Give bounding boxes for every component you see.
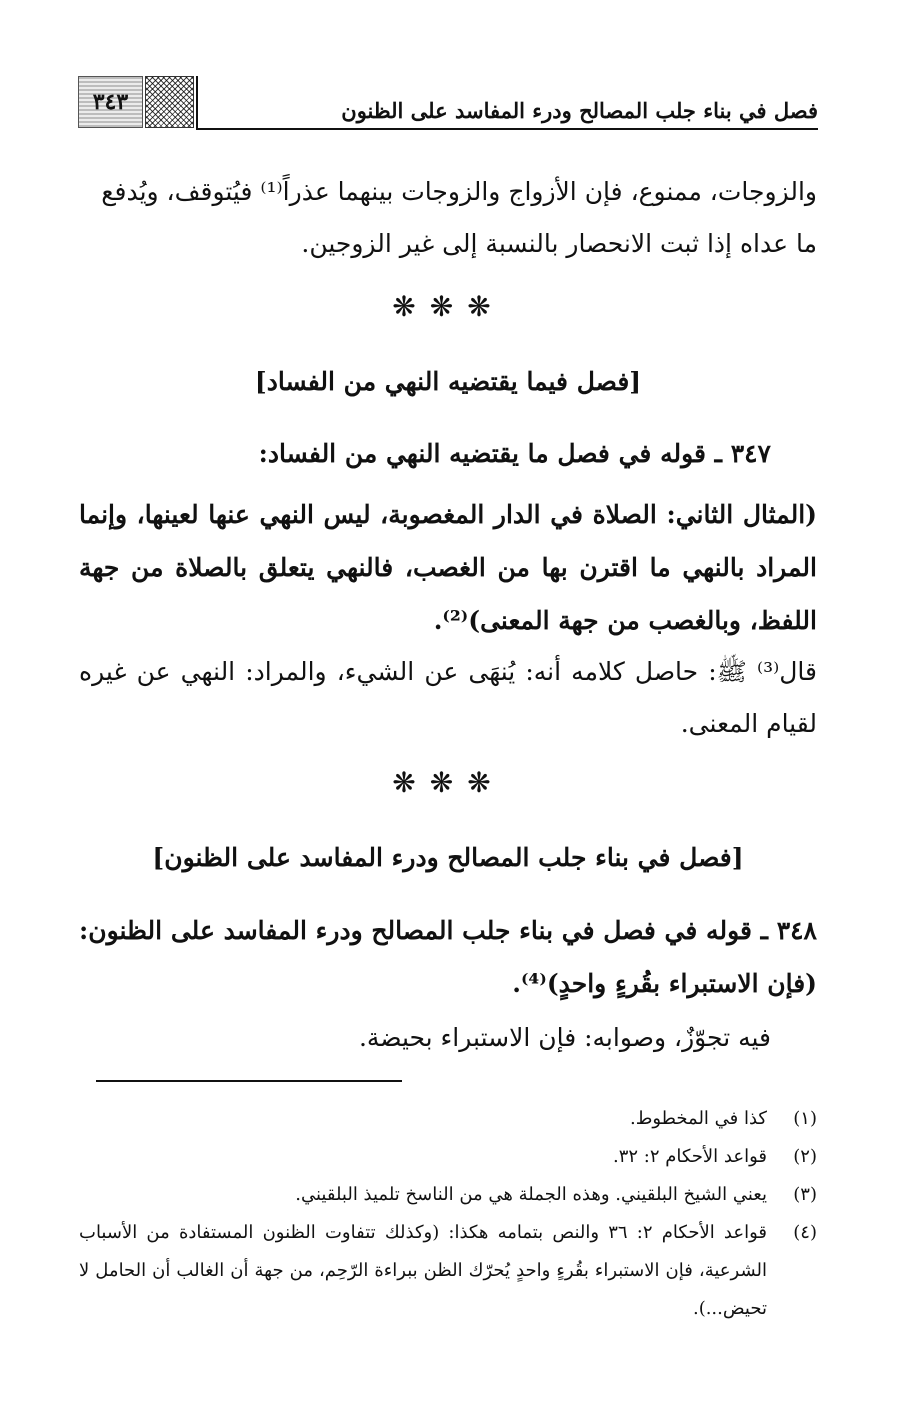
paragraph-line: والزوجات، ممنوع، فإن الأزواج والزوجات بينهما عذراً⁽¹⁾ فيُتوقف، ويُدفع xyxy=(101,177,817,206)
quoted-text: (المثال الثاني: الصلاة في الدار المغصوبة، ليس النهي عنها لعينها، وإنما المراد بالنهي ما اقترن بها من الغصب، فالنهي يتعلق بالصلاة من جهة اللفظ، وبالغصب من جهة المعنى)⁽²⁾. xyxy=(79,500,817,635)
footnotes xyxy=(79,1100,817,1328)
section-heading: [فصل فيما يقتضيه النهي من الفساد] xyxy=(254,367,642,396)
header-rule xyxy=(196,128,818,130)
paragraph-line: ما عداه إذا ثبت الانحصار بالنسبة إلى غير الزوجين. xyxy=(301,229,817,258)
footnote-number: (٣) xyxy=(793,1184,817,1205)
footnote-number: (٢) xyxy=(793,1146,817,1167)
commentary-item: ٣٤٧ ـ قوله في فصل ما يقتضيه النهي من الفساد: xyxy=(258,439,771,468)
footnote-rule xyxy=(96,1080,402,1082)
commentary-paragraph: قال⁽³⁾ ﷺ: حاصل كلامه أنه: يُنهَى عن الشيء، والمراد: النهي عن غيره لقيام المعنى. xyxy=(79,657,817,738)
footnote-item xyxy=(79,1138,817,1176)
header-title: فصل في بناء جلب المصالح ودرء المفاسد على الظنون xyxy=(341,98,818,123)
footnote-item xyxy=(79,1214,817,1328)
section-heading: [فصل في بناء جلب المصالح ودرء المفاسد على الظنون] xyxy=(152,843,744,872)
footnote-item xyxy=(79,1100,817,1138)
header-divider xyxy=(196,76,198,130)
footnote-text: كذا في المخطوط. xyxy=(629,1108,767,1129)
paragraph-continuation xyxy=(79,166,817,270)
running-header xyxy=(78,72,818,130)
section-separator: ❋❋❋ xyxy=(392,290,505,323)
commentary-item: ٣٤٨ ـ قوله في فصل في بناء جلب المصالح ودرء المفاسد على الظنون: (فإن الاستبراء بقُرءٍ واحدٍ)⁽⁴⁾. xyxy=(79,916,817,998)
footnote-number: (١) xyxy=(793,1108,817,1129)
page-number: ٣٤٣ xyxy=(78,76,143,128)
footnote-number: (٤) xyxy=(793,1222,817,1243)
footnote-item xyxy=(79,1176,817,1214)
footnote-text: قواعد الأحكام ٢: ٣٦ والنص بتمامه هكذا: (وكذلك تتفاوت الظنون المستفادة من الأسباب الشرعية، فإن الاستبراء بقُرءٍ واحدٍ يُحرّك الظن ببراءة الرّحِم، من جهة أن الغالب أن الحامل لا تحيض...). xyxy=(79,1222,768,1319)
commentary-paragraph: فيه تجوّزٌ، وصوابه: فإن الاستبراء بحيضة. xyxy=(358,1023,771,1052)
footnote-text: يعني الشيخ البلقيني. وهذه الجملة هي من الناسخ تلميذ البلقيني. xyxy=(295,1184,767,1205)
footnote-text: قواعد الأحكام ٢: ٣٢. xyxy=(612,1146,767,1167)
ornament-pattern-icon xyxy=(145,76,194,128)
section-separator: ❋❋❋ xyxy=(392,766,505,799)
page-number-box xyxy=(78,76,194,126)
